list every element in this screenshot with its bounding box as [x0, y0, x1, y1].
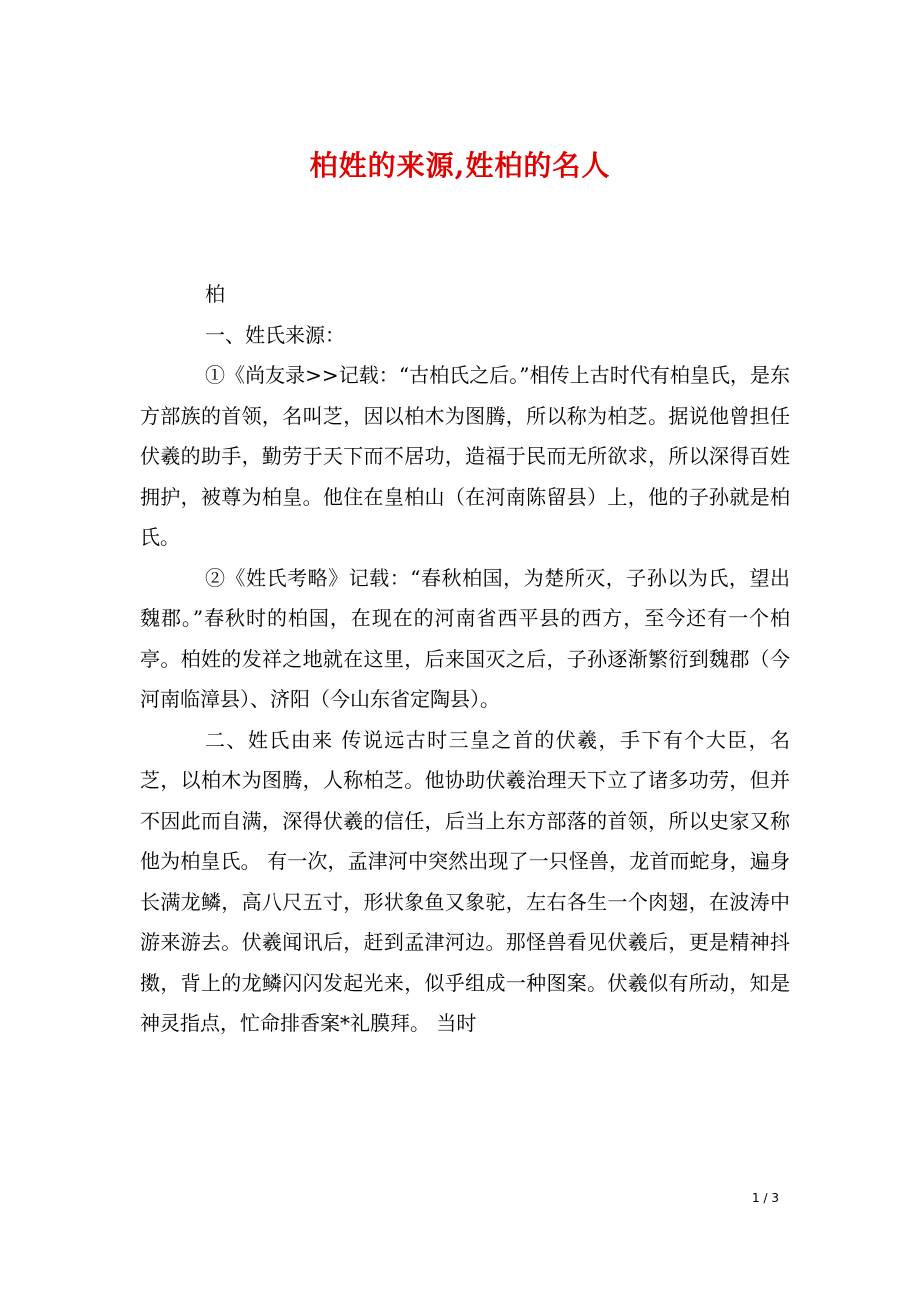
document-body — [140, 274, 790, 1044]
paragraph-section-origin-heading: 一、姓氏来源： — [205, 322, 345, 347]
paragraph-section-legend: 二、姓氏由来 传说远古时三皇之首的伏羲，手下有个大臣，名芝，以柏木为图腾，人称柏芝。他协助伏羲治理天下立了诸多功劳，但并不因此而自满，深得伏羲的信任，后当上东方部落的首领，所以史家又称他为柏皇氏。 有一次，孟津河中突然出现了一只怪兽，龙首而蛇身，遍身长满龙鳞，高八尺五寸，形状象鱼又象驼，左右各生一个肉翅，在波涛中游来游去。伏羲闻讯后，赶到孟津河边。那怪兽看见伏羲后，更是精神抖擞，背上的龙鳞闪闪发起光来，似乎组成一种图案。伏羲似有所动，知是神灵指点，忙命排香案*礼膜拜。 当时 — [140, 727, 790, 1035]
document-title: 柏姓的来源,姓柏的名人 — [309, 149, 611, 182]
page-number: 1 / 3 — [752, 1191, 779, 1205]
paragraph-origin-1: ①《尚友录>>记载：“古柏氏之后。”相传上古时代有柏皇氏，是东方部族的首领，名叫芝，因以柏木为图腾，所以称为柏芝。据说他曾担任伏羲的助手，勤劳于天下而不居功，造福于民而无所欲求，所以深得百姓拥护，被尊为柏皇。他住在皇柏山（在河南陈留县）上，他的子孙就是柏氏。 — [140, 363, 790, 549]
paragraph-origin-2: ②《姓氏考略》记载：“春秋柏国，为楚所灭，子孙以为氏，望出魏郡。”春秋时的柏国，在现在的河南省西平县的西方，至今还有一个柏亭。柏姓的发祥之地就在这里，后来国灭之后，子孙逐渐繁衍到魏郡（今河南临漳县）、济阳（今山东省定陶县）。 — [140, 565, 790, 711]
paragraph-surname: 柏 — [205, 282, 225, 306]
